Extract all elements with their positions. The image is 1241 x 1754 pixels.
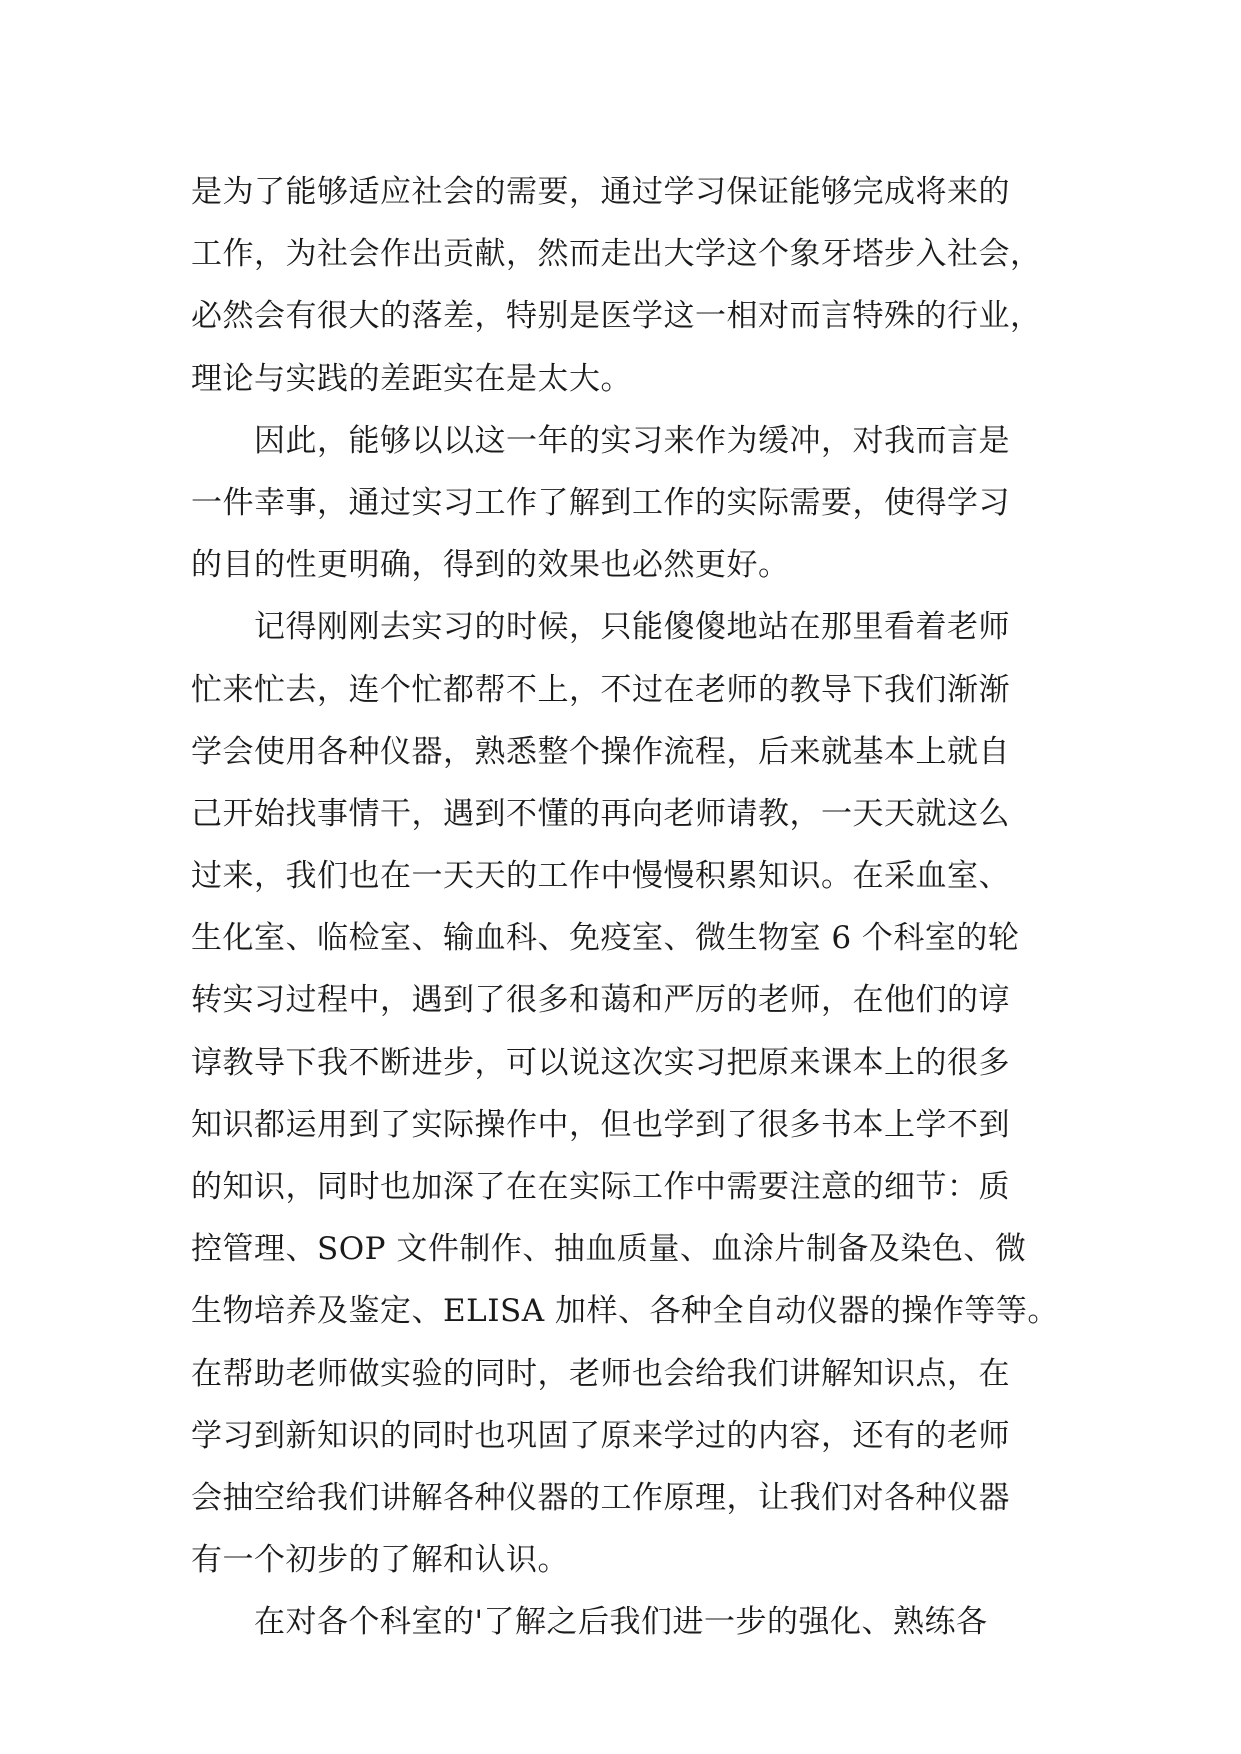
text-line: 学习到新知识的同时也巩固了原来学过的内容，还有的老师: [191, 1417, 1010, 1454]
text-line: 知识都运用到了实际操作中，但也学到了很多书本上学不到: [191, 1106, 1010, 1143]
text-line: 记得刚刚去实习的时候，只能傻傻地站在那里看着老师: [191, 609, 1010, 646]
text-line: 的知识，同时也加深了在在实际工作中需要注意的细节：质: [191, 1169, 1010, 1205]
text-line: 在对各个科室的'了解之后我们进一步的强化、熟练各: [191, 1604, 988, 1641]
text-line: 工作，为社会作出贡献，然而走出大学这个象牙塔步入社会，: [191, 236, 1042, 273]
text-line: 必然会有很大的落差，特别是医学这一相对而言特殊的行业，: [191, 298, 1042, 335]
text-line: 生化室、临检室、输血科、免疫室、微生物室 6 个科室的轮: [191, 920, 1020, 957]
text-line: 在帮助老师做实验的同时，老师也会给我们讲解知识点，在: [191, 1355, 1010, 1392]
text-line: 忙来忙去，连个忙都帮不上，不过在老师的教导下我们渐渐: [191, 671, 1010, 708]
text-line: 控管理、SOP 文件制作、抽血质量、血涂片制备及染色、微: [191, 1231, 1027, 1268]
text-line: 生物培养及鉴定、ELISA 加样、各种全自动仪器的操作等等。: [191, 1293, 1059, 1330]
text-line: 有一个初步的了解和认识。: [191, 1542, 569, 1579]
text-line: 转实习过程中，遇到了很多和蔼和严厉的老师，在他们的谆: [191, 982, 1010, 1019]
text-line: 的目的性更明确，得到的效果也必然更好。: [191, 547, 790, 584]
text-line: 己开始找事情干，遇到不懂的再向老师请教，一天天就这么: [191, 795, 1010, 832]
text-line: 过来，我们也在一天天的工作中慢慢积累知识。在采血室、: [191, 858, 1010, 895]
text-line: 是为了能够适应社会的需要，通过学习保证能够完成将来的: [191, 174, 1010, 210]
text-line: 理论与实践的差距实在是太大。: [191, 360, 632, 397]
text-line: 一件幸事，通过实习工作了解到工作的实际需要，使得学习: [191, 484, 1010, 521]
text-line: 学会使用各种仪器，熟悉整个操作流程，后来就基本上就自: [191, 733, 1010, 770]
body-text: [191, 161, 1091, 1654]
text-line: 会抽空给我们讲解各种仪器的工作原理，让我们对各种仪器: [191, 1479, 1010, 1516]
text-line: 因此，能够以以这一年的实习来作为缓冲，对我而言是: [191, 422, 1010, 459]
text-line: 谆教导下我不断进步，可以说这次实习把原来课本上的很多: [191, 1044, 1010, 1081]
